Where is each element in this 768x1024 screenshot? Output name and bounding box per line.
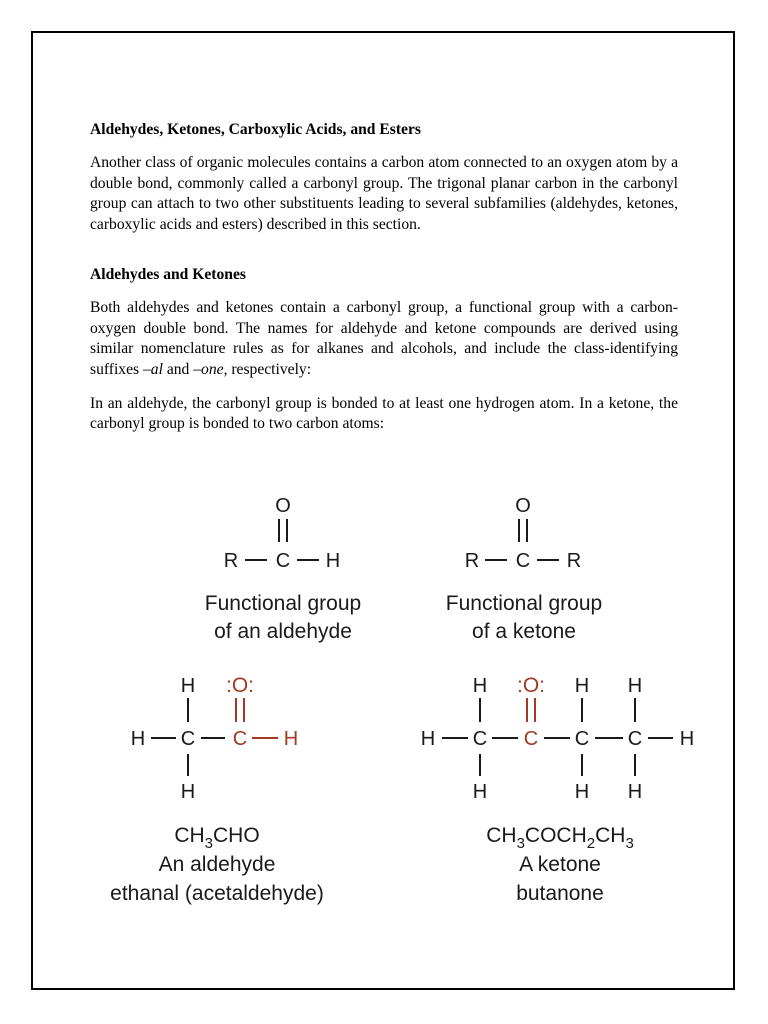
atom-c-carbonyl: C <box>523 728 539 750</box>
ethanal-formula: $CH_3CHO$ <box>174 824 260 852</box>
aldehyde-caption-line1: Functional group <box>204 592 362 615</box>
ethanal-name: ethanal (acetaldehyde) <box>110 882 324 905</box>
butanone-formula: $CH_3COCH_2CH_3$ <box>486 824 634 852</box>
atom-r: R <box>464 550 480 572</box>
atom-h: H <box>627 675 643 697</box>
butanone-name: butanone <box>516 882 604 905</box>
atom-h: H <box>180 781 196 803</box>
atom-c: C <box>180 728 196 750</box>
ketone-caption-line2: of a ketone <box>472 620 576 643</box>
atom-h: H <box>180 675 196 697</box>
aldehyde-caption-line2: of an aldehyde <box>214 620 352 643</box>
atom-c: C <box>275 550 291 572</box>
atom-c: C <box>574 728 590 750</box>
atom-h: H <box>420 728 436 750</box>
para2-and: and <box>162 360 194 378</box>
paragraph-carbonyl-intro: Another class of organic molecules contains a carbon atom connected to an oxygen atom by a double bond, commonly called a carbonyl group. The trigonal planar carbon in the carbonyl group can attach to two other substituents leading to several subfamilies (aldehydes, ketones, carboxylic acids and esters) described in this section. <box>90 154 678 234</box>
atom-h: H <box>130 728 146 750</box>
atom-h: H <box>472 781 488 803</box>
atom-h: H <box>472 675 488 697</box>
atom-o: O <box>275 495 291 517</box>
atom-h: H <box>574 781 590 803</box>
atom-h: H <box>325 550 341 572</box>
paragraph-aldehyde-ketone-def: In an aldehyde, the carbonyl group is bonded to at least one hydrogen atom. In a ketone, the carbonyl group is bonded to two carbon atoms: <box>90 394 678 433</box>
atom-o-lone-pairs: :O: <box>516 674 546 697</box>
ethanal-class: An aldehyde <box>158 853 276 876</box>
atom-o-lone-pairs: :O: <box>225 674 255 697</box>
atom-c: C <box>515 550 531 572</box>
para2-end: , respectively: <box>223 360 312 378</box>
atom-h: H <box>679 728 695 750</box>
atom-r: R <box>223 550 239 572</box>
atom-r: R <box>566 550 582 572</box>
document-body <box>90 120 678 435</box>
atom-c: C <box>472 728 488 750</box>
paragraph-nomenclature <box>90 298 678 381</box>
suffix-al: –al <box>143 360 163 378</box>
atom-h-carbonyl: H <box>283 728 299 750</box>
atom-h: H <box>627 781 643 803</box>
atom-o: O <box>515 495 531 517</box>
atom-c-carbonyl: C <box>232 728 248 750</box>
atom-h: H <box>574 675 590 697</box>
suffix-one: –one <box>193 360 224 378</box>
ketone-caption-line1: Functional group <box>445 592 603 615</box>
heading-aldehydes-ketones: Aldehydes and Ketones <box>90 265 246 283</box>
butanone-class: A ketone <box>519 853 601 876</box>
para2-text: Both aldehydes and ketones contain a carbonyl group, a functional group with a carbon-oxygen double bond. The names for aldehyde and ketone compounds are derived using similar nomenclature rules as for alkanes and alcohols, and include the class-identifying suffixes <box>90 298 678 378</box>
atom-c: C <box>627 728 643 750</box>
heading-main: Aldehydes, Ketones, Carboxylic Acids, and Esters <box>90 121 421 138</box>
